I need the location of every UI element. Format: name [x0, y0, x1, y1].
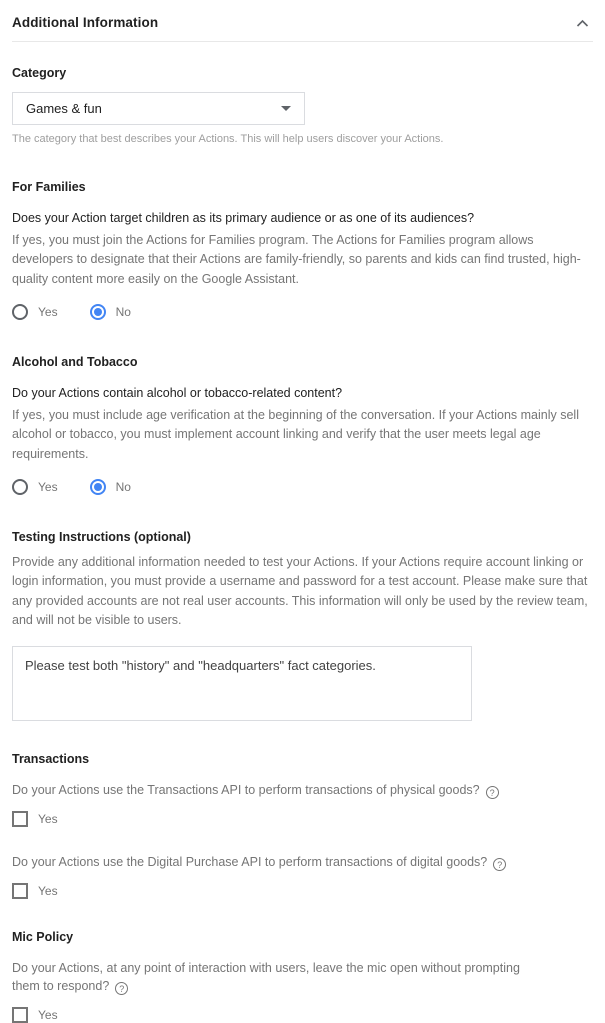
category-label: Category: [12, 66, 67, 80]
transactions-physical-group: [12, 781, 593, 827]
category-helper-text: The category that best describes your Actions. This will help users discover your Actions.: [12, 133, 444, 145]
testing-instructions-section: [12, 530, 593, 721]
question-text: Do your Actions use the Transactions API to perform transactions of physical goods?: [12, 782, 480, 797]
panel-title: Additional Information: [12, 15, 159, 30]
for-families-description: If yes, you must join the Actions for Families program. The Actions for Families program allows developers to designate that their Actions are family-friendly, so parents and kids can find trusted, high-quality content more easily on the Google Assistant.: [12, 232, 581, 286]
mic-policy-section: [12, 930, 593, 1023]
alcohol-tobacco-question: Do your Actions contain alcohol or tobacco-related content?: [12, 386, 343, 400]
checkbox-unchecked-icon[interactable]: [12, 1007, 28, 1023]
alcohol-tobacco-radio-group: [12, 479, 593, 495]
collapse-section-button[interactable]: [572, 17, 593, 29]
for-families-radio-no[interactable]: [90, 304, 131, 320]
alcohol-tobacco-radio-yes[interactable]: [12, 479, 58, 495]
radio-no-label: No: [115, 305, 131, 319]
checkbox-unchecked-icon[interactable]: [12, 883, 28, 899]
radio-yes-label: Yes: [38, 305, 58, 319]
radio-unchecked-icon[interactable]: [12, 479, 28, 495]
alcohol-tobacco-description: If yes, you must include age verification at the beginning of the conversation. If your Actions mainly sell alcohol or tobacco, you must implement account linking and verify that the user meets legal age requirements.: [12, 407, 579, 461]
testing-instructions-input[interactable]: [12, 646, 472, 721]
for-families-title: For Families: [12, 180, 86, 194]
category-section: [12, 66, 593, 145]
testing-instructions-title: Testing Instructions (optional): [12, 530, 191, 544]
help-icon[interactable]: ?: [493, 858, 506, 871]
for-families-radio-yes[interactable]: [12, 304, 58, 320]
chevron-up-icon: [576, 15, 589, 30]
alcohol-tobacco-radio-no[interactable]: [90, 479, 131, 495]
testing-instructions-description: Provide any additional information needed to test your Actions. If your Actions require account linking or login information, you must provide a username and password for a test account. Please make sure that any provided accounts are not real user accounts. This information will only be used by the review team, and will not be visible to users.: [12, 555, 588, 628]
radio-no-label: No: [115, 480, 131, 494]
alcohol-tobacco-section: [12, 355, 593, 495]
alcohol-tobacco-title: Alcohol and Tobacco: [12, 355, 138, 369]
radio-unchecked-icon[interactable]: [12, 304, 28, 320]
transactions-digital-question: [12, 853, 593, 871]
transactions-digital-checkbox-row: [12, 883, 593, 899]
checkbox-yes-label: Yes: [38, 811, 58, 826]
help-icon[interactable]: ?: [115, 982, 128, 995]
mic-policy-question: [12, 959, 520, 995]
help-icon[interactable]: ?: [486, 786, 499, 799]
mic-policy-title: Mic Policy: [12, 929, 74, 944]
radio-checked-icon[interactable]: [90, 304, 106, 320]
mic-policy-checkbox-row: [12, 1007, 593, 1023]
panel-header: [12, 0, 593, 42]
question-text: Do your Actions use the Digital Purchase API to perform transactions of digital goods?: [12, 854, 488, 869]
transactions-physical-question: [12, 781, 593, 799]
question-text: Do your Actions, at any point of interaction with users, leave the mic open without prompting them to respond?: [12, 960, 520, 993]
checkbox-yes-label: Yes: [38, 883, 58, 898]
category-selected-value: Games & fun: [26, 101, 102, 116]
for-families-radio-group: [12, 304, 593, 320]
dropdown-arrow-icon: [281, 106, 291, 111]
radio-yes-label: Yes: [38, 480, 58, 494]
for-families-section: [12, 180, 593, 320]
transactions-title: Transactions: [12, 751, 90, 766]
checkbox-unchecked-icon[interactable]: [12, 811, 28, 827]
transactions-digital-group: [12, 853, 593, 899]
transactions-section: [12, 752, 593, 899]
transactions-physical-checkbox-row: [12, 811, 593, 827]
radio-checked-icon[interactable]: [90, 479, 106, 495]
for-families-question: Does your Action target children as its primary audience or as one of its audiences?: [12, 211, 475, 225]
checkbox-yes-label: Yes: [38, 1008, 58, 1022]
category-select[interactable]: [12, 92, 305, 125]
